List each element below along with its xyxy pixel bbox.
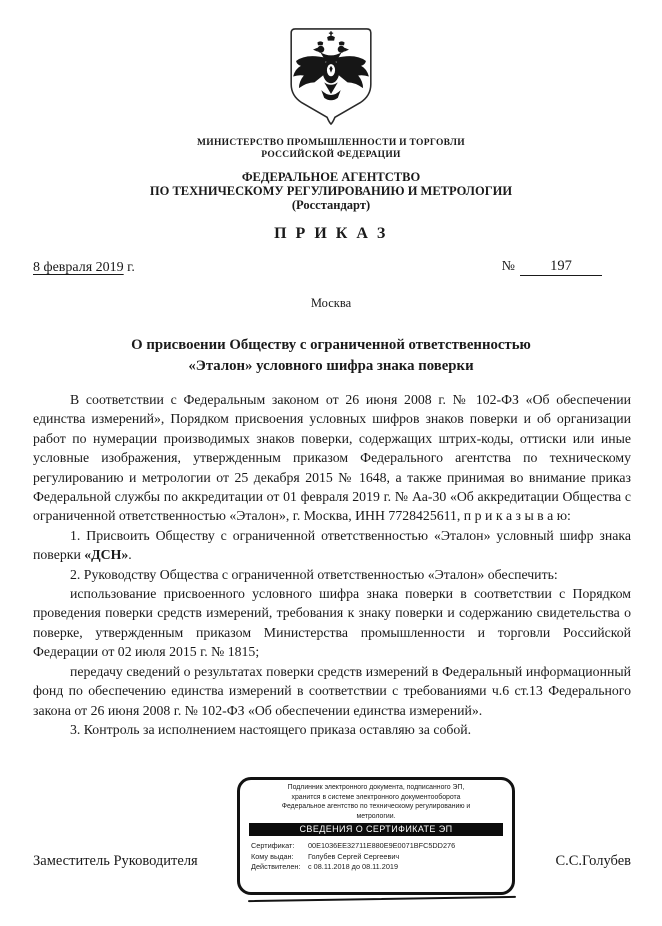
agency-name-line2: ПО ТЕХНИЧЕСКОМУ РЕГУЛИРОВАНИЮ И МЕТРОЛОГИИ [149, 184, 513, 198]
verification-mark-code: «ДСН» [84, 547, 129, 563]
number-value: 197 [520, 258, 602, 276]
issued-to-value: Голубев Сергей Сергеевич [308, 851, 400, 861]
stamp-line-agency2: метрологии. [356, 812, 396, 820]
signature-position: Заместитель Руководителя [33, 853, 198, 869]
order-title [40, 335, 622, 376]
certificate-details [251, 841, 512, 872]
document-header [0, 0, 662, 243]
date-number-row [33, 258, 602, 276]
coat-of-arms-icon [287, 26, 375, 127]
body-paragraph-item1 [33, 526, 631, 565]
stamp-line-original: Подлинник электронного документа, подписанного ЭП, [287, 784, 465, 791]
date-value: 8 февраля 2019 [33, 260, 124, 275]
number-sign: № [501, 259, 515, 274]
body-paragraph-item2a: использование присвоенного условного шифра знака поверки в соответствии с Порядком проведения поверки средств измерений, требования к знаку поверки и содержанию свидетельства о поверке, утвержденным приказом Министерства промышленности и торговли Российской Федерации от 02 июля 2015 г. № 1815; [33, 586, 631, 660]
issued-to-label: Кому выдан: [251, 851, 294, 861]
stamp-line-agency: Федеральное агентство по техническому регулированию и [281, 803, 471, 811]
validity-label: Действителен: [251, 862, 301, 872]
number-field [502, 258, 602, 276]
order-body [33, 390, 631, 739]
body-paragraph-item3: 3. Контроль за исполнением настоящего приказа оставляю за собой. [70, 721, 472, 737]
order-title-line2: «Эталон» условного шифра знака поверки [188, 357, 474, 374]
certificate-value: 00E1036EE32711E880E9E0071BFC5DD276 [308, 841, 456, 851]
agency-name-line1: ФЕДЕРАЛЬНОЕ АГЕНТСТВО [241, 170, 421, 184]
item1-text: 1. Присвоить Обществу с ограниченной ответственностью «Эталон» условный шифр знака поверки [33, 527, 631, 563]
issued-to-row [251, 852, 512, 862]
date-field [33, 260, 135, 276]
certificate-row [251, 841, 512, 851]
certificate-info-bar: СВЕДЕНИЯ О СЕРТИФИКАТЕ ЭП [249, 823, 503, 836]
date-suffix: г. [123, 260, 135, 275]
body-paragraph-item2: 2. Руководству Общества с ограниченной ответственностью «Эталон» обеспечить: [70, 566, 558, 582]
stamp-line-storage: хранится в системе электронного документооборота [291, 793, 461, 801]
order-title-line1: О присвоении Обществу с ограниченной ответственностью [131, 337, 531, 353]
ministry-name [0, 138, 662, 161]
ministry-name-line1: МИНИСТЕРСТВО ПРОМЫШЛЕННОСТИ И ТОРГОВЛИ [196, 138, 465, 148]
validity-value: с 08.11.2018 до 08.11.2019 [308, 862, 399, 872]
city-label: Москва [310, 296, 352, 310]
certificate-label: Сертификат: [251, 841, 295, 851]
signature-name: С.С.Голубев [555, 853, 631, 869]
body-paragraph-item2b: передачу сведений о результатах поверки средств измерений в Федеральный информационный фонд по обеспечению единства измерений в соответствии с требованиями ч.6 ст.13 Федерального закона от 26 июня 2008 г. № 102-ФЗ «Об обеспечении единства измерений». [33, 663, 631, 718]
validity-row [251, 862, 512, 872]
agency-name [0, 170, 662, 212]
e-signature-stamp [237, 777, 515, 895]
item1-period: . [128, 547, 132, 563]
document-type-heading: П Р И К А З [274, 225, 388, 242]
body-paragraph-preamble: В соответствии с Федеральным законом от 26 июня 2008 г. № 102-ФЗ «Об обеспечении единства измерений», Порядком присвоения условных шифров знаков поверки и об организации работ по нумерации производимых знаков поверки, содержащих штрих-коды, оттиски или иные условные изображения, утвержденным приказом Федерального агентства по техническому регулированию и метрологии от 25 декабря 2015 № 1648, а также принимая во внимание приказ Федеральной службы по аккредитации от 01 февраля 2019 г. № Аа-30 «Об аккредитации Общества с ограниченной ответственностью «Эталон», г. Москва, ИНН 7728425611, п р и к а з ы в а ю: [33, 392, 631, 524]
ministry-name-line2: РОССИЙСКОЙ ФЕДЕРАЦИИ [261, 149, 401, 160]
agency-short-name: (Росстандарт) [291, 198, 371, 212]
